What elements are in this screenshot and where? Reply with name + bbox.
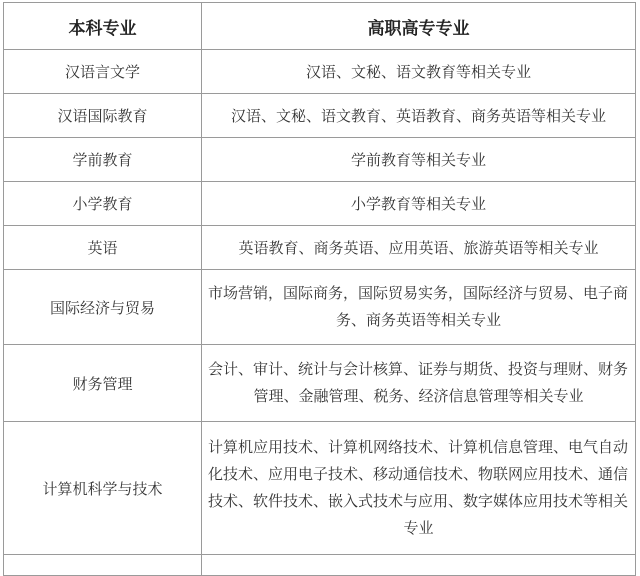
vocational-majors: [202, 345, 636, 422]
vocational-line: 市场营销，国际商务，国际贸易实务，国际经济与贸易、电子商: [208, 284, 629, 302]
header-vocational: 高职高专专业: [202, 3, 636, 50]
vocational-line: 计算机应用技术、计算机网络技术、计算机信息管理、电气自动: [208, 438, 629, 456]
vocational-line: 管理、金融管理、税务、经济信息管理等相关专业: [253, 387, 584, 405]
table-row: [4, 50, 636, 94]
major-mapping-table: [3, 2, 636, 576]
undergrad-major: 汉语言文学: [4, 50, 202, 94]
table-row: [4, 182, 636, 226]
undergrad-major: 小学教育: [4, 182, 202, 226]
undergrad-major: 国际经济与贸易: [4, 270, 202, 345]
table-row: [4, 94, 636, 138]
empty-cell: [4, 555, 202, 576]
vocational-line: 专业: [403, 519, 434, 537]
undergrad-major: 汉语国际教育: [4, 94, 202, 138]
vocational-line: 技术、软件技术、嵌入式技术与应用、数字媒体应用技术等相关: [208, 492, 629, 510]
vocational-majors: 汉语、文秘、语文教育等相关专业: [202, 50, 636, 94]
header-undergrad: 本科专业: [4, 3, 202, 50]
table-row: [4, 138, 636, 182]
table-row: [4, 555, 636, 576]
table-row: [4, 226, 636, 270]
undergrad-major: 财务管理: [4, 345, 202, 422]
undergrad-major: 学前教育: [4, 138, 202, 182]
undergrad-major: 英语: [4, 226, 202, 270]
empty-cell: [202, 555, 636, 576]
vocational-majors: [202, 270, 636, 345]
table-row: [4, 345, 636, 422]
vocational-line: 务、商务英语等相关专业: [335, 311, 501, 329]
vocational-line: 化技术、应用电子技术、移动通信技术、物联网应用技术、通信: [208, 465, 629, 483]
vocational-majors: 学前教育等相关专业: [202, 138, 636, 182]
table-row: [4, 270, 636, 345]
vocational-majors: 汉语、文秘、语文教育、英语教育、商务英语等相关专业: [202, 94, 636, 138]
vocational-line: 会计、审计、统计与会计核算、证券与期货、投资与理财、财务: [208, 360, 629, 378]
vocational-majors: 小学教育等相关专业: [202, 182, 636, 226]
vocational-majors: [202, 422, 636, 555]
table-row: [4, 422, 636, 555]
undergrad-major: 计算机科学与技术: [4, 422, 202, 555]
vocational-majors: 英语教育、商务英语、应用英语、旅游英语等相关专业: [202, 226, 636, 270]
table-header-row: [4, 3, 636, 50]
